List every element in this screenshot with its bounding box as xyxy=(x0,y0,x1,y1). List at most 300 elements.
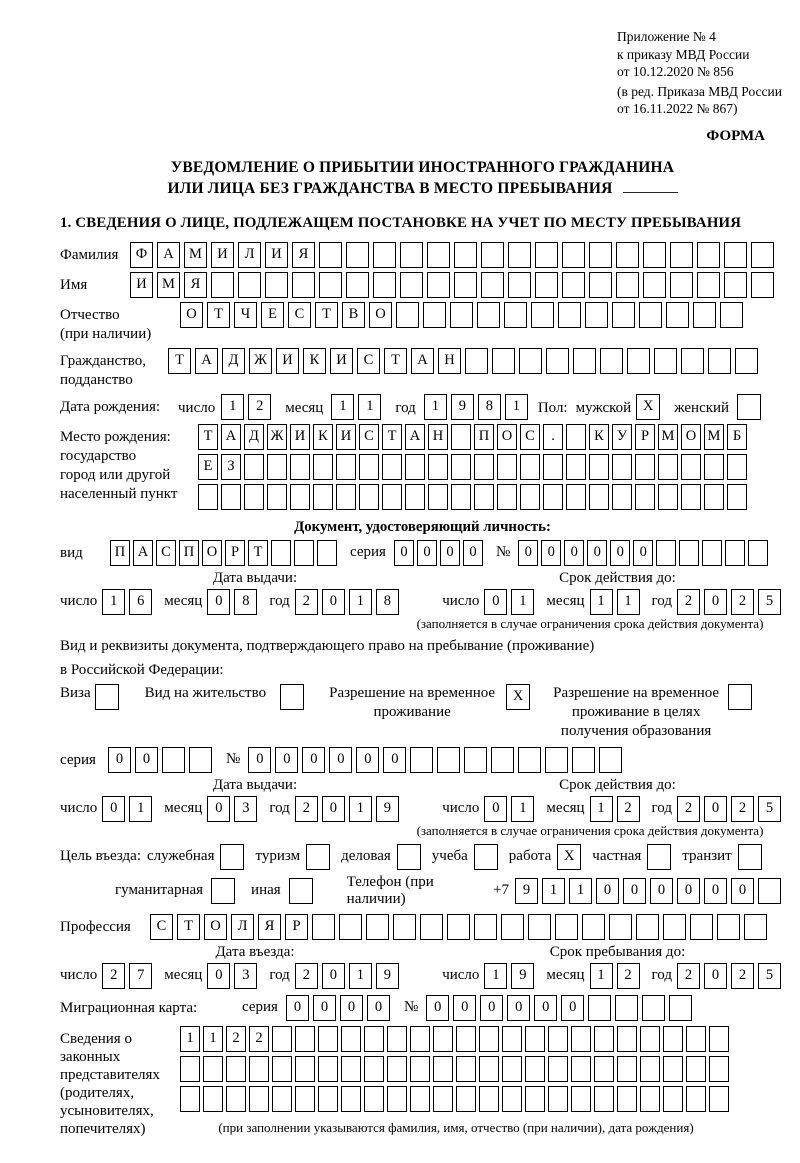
char-cell[interactable] xyxy=(697,272,720,298)
char-cell[interactable]: 1 xyxy=(542,878,565,904)
char-cell[interactable] xyxy=(525,1056,545,1082)
char-cell[interactable]: 0 xyxy=(367,995,390,1021)
char-cell[interactable]: И xyxy=(336,424,356,450)
char-cell[interactable] xyxy=(502,1026,522,1052)
sex-male-checkbox[interactable]: X xyxy=(636,394,660,420)
char-cell[interactable]: 2 xyxy=(731,963,754,989)
char-cell[interactable]: 1 xyxy=(569,878,592,904)
char-cell[interactable] xyxy=(612,302,635,328)
char-cell[interactable] xyxy=(744,914,767,940)
char-cell[interactable] xyxy=(709,1026,729,1052)
char-cell[interactable] xyxy=(474,454,494,480)
char-cell[interactable] xyxy=(267,454,287,480)
char-cell[interactable] xyxy=(336,454,356,480)
char-cell[interactable] xyxy=(180,1056,200,1082)
char-cell[interactable] xyxy=(663,1086,683,1112)
char-cell[interactable]: 0 xyxy=(484,796,507,822)
char-cell[interactable]: Л xyxy=(238,242,261,268)
char-cell[interactable] xyxy=(635,484,655,510)
char-cell[interactable] xyxy=(520,454,540,480)
char-cell[interactable] xyxy=(456,1026,476,1052)
char-cell[interactable]: 7 xyxy=(129,963,152,989)
char-cell[interactable] xyxy=(627,348,650,374)
char-cell[interactable]: 1 xyxy=(358,394,381,420)
char-cell[interactable]: Ч xyxy=(234,302,257,328)
char-cell[interactable]: 2 xyxy=(731,796,754,822)
char-cell[interactable]: 5 xyxy=(758,589,781,615)
char-cell[interactable] xyxy=(735,348,758,374)
char-cell[interactable] xyxy=(226,1056,246,1082)
char-cell[interactable] xyxy=(410,1026,430,1052)
char-cell[interactable]: 0 xyxy=(207,796,230,822)
char-cell[interactable] xyxy=(508,272,531,298)
char-cell[interactable] xyxy=(400,272,423,298)
char-cell[interactable] xyxy=(437,747,460,773)
char-cell[interactable]: 0 xyxy=(394,540,414,566)
char-cell[interactable] xyxy=(313,454,333,480)
char-cell[interactable] xyxy=(373,272,396,298)
char-cell[interactable] xyxy=(555,914,578,940)
char-cell[interactable] xyxy=(709,1086,729,1112)
char-cell[interactable] xyxy=(427,272,450,298)
char-cell[interactable] xyxy=(508,242,531,268)
char-cell[interactable] xyxy=(481,272,504,298)
temp-residence-checkbox[interactable]: X xyxy=(506,684,530,710)
char-cell[interactable]: 0 xyxy=(561,995,584,1021)
char-cell[interactable] xyxy=(265,272,288,298)
char-cell[interactable] xyxy=(681,484,701,510)
char-cell[interactable] xyxy=(272,1056,292,1082)
char-cell[interactable]: 9 xyxy=(376,796,399,822)
char-cell[interactable]: 2 xyxy=(617,963,640,989)
char-cell[interactable] xyxy=(571,1086,591,1112)
char-cell[interactable]: 5 xyxy=(758,796,781,822)
char-cell[interactable] xyxy=(640,1026,660,1052)
char-cell[interactable] xyxy=(387,1026,407,1052)
char-cell[interactable] xyxy=(221,484,241,510)
char-cell[interactable] xyxy=(290,454,310,480)
char-cell[interactable] xyxy=(267,484,287,510)
char-cell[interactable]: 0 xyxy=(207,589,230,615)
char-cell[interactable]: 0 xyxy=(480,995,503,1021)
char-cell[interactable] xyxy=(751,242,774,268)
char-cell[interactable] xyxy=(427,242,450,268)
char-cell[interactable] xyxy=(525,1026,545,1052)
char-cell[interactable]: Ж xyxy=(267,424,287,450)
char-cell[interactable] xyxy=(663,1056,683,1082)
char-cell[interactable] xyxy=(566,454,586,480)
char-cell[interactable]: О xyxy=(202,540,222,566)
char-cell[interactable]: 0 xyxy=(356,747,379,773)
char-cell[interactable]: 0 xyxy=(677,878,700,904)
char-cell[interactable] xyxy=(663,914,686,940)
char-cell[interactable]: А xyxy=(157,242,180,268)
char-cell[interactable] xyxy=(295,1026,315,1052)
char-cell[interactable] xyxy=(244,454,264,480)
char-cell[interactable] xyxy=(686,1026,706,1052)
char-cell[interactable]: М xyxy=(184,242,207,268)
char-cell[interactable] xyxy=(211,272,234,298)
char-cell[interactable]: 9 xyxy=(376,963,399,989)
char-cell[interactable] xyxy=(690,914,713,940)
char-cell[interactable]: 0 xyxy=(383,747,406,773)
char-cell[interactable] xyxy=(617,1026,637,1052)
char-cell[interactable]: 3 xyxy=(234,963,257,989)
char-cell[interactable] xyxy=(697,242,720,268)
char-cell[interactable]: 1 xyxy=(180,1026,200,1052)
char-cell[interactable] xyxy=(582,914,605,940)
char-cell[interactable] xyxy=(382,454,402,480)
char-cell[interactable] xyxy=(599,747,622,773)
char-cell[interactable]: 9 xyxy=(451,394,474,420)
char-cell[interactable]: Е xyxy=(198,454,218,480)
char-cell[interactable] xyxy=(617,1086,637,1112)
char-cell[interactable] xyxy=(704,484,724,510)
char-cell[interactable]: 2 xyxy=(102,963,125,989)
char-cell[interactable] xyxy=(318,1026,338,1052)
char-cell[interactable]: 0 xyxy=(322,796,345,822)
char-cell[interactable]: П xyxy=(179,540,199,566)
char-cell[interactable] xyxy=(313,484,333,510)
char-cell[interactable]: С xyxy=(359,424,379,450)
char-cell[interactable]: 2 xyxy=(677,796,700,822)
char-cell[interactable] xyxy=(198,484,218,510)
char-cell[interactable] xyxy=(640,1086,660,1112)
char-cell[interactable] xyxy=(589,484,609,510)
char-cell[interactable]: П xyxy=(474,424,494,450)
char-cell[interactable]: 0 xyxy=(484,589,507,615)
char-cell[interactable] xyxy=(642,995,665,1021)
char-cell[interactable]: Н xyxy=(438,348,461,374)
char-cell[interactable] xyxy=(639,302,662,328)
char-cell[interactable] xyxy=(546,348,569,374)
char-cell[interactable] xyxy=(666,302,689,328)
char-cell[interactable]: К xyxy=(589,424,609,450)
char-cell[interactable] xyxy=(658,484,678,510)
char-cell[interactable] xyxy=(670,242,693,268)
char-cell[interactable] xyxy=(702,540,722,566)
char-cell[interactable]: 2 xyxy=(226,1026,246,1052)
char-cell[interactable] xyxy=(341,1086,361,1112)
char-cell[interactable] xyxy=(643,242,666,268)
char-cell[interactable]: Е xyxy=(261,302,284,328)
char-cell[interactable] xyxy=(479,1086,499,1112)
char-cell[interactable] xyxy=(456,1086,476,1112)
char-cell[interactable]: 1 xyxy=(590,963,613,989)
char-cell[interactable]: 0 xyxy=(302,747,325,773)
char-cell[interactable] xyxy=(670,272,693,298)
char-cell[interactable] xyxy=(594,1026,614,1052)
char-cell[interactable]: 1 xyxy=(331,394,354,420)
char-cell[interactable] xyxy=(249,1086,269,1112)
char-cell[interactable] xyxy=(571,1026,591,1052)
char-cell[interactable] xyxy=(617,1056,637,1082)
char-cell[interactable]: 0 xyxy=(322,963,345,989)
char-cell[interactable] xyxy=(504,302,527,328)
char-cell[interactable]: С xyxy=(156,540,176,566)
char-cell[interactable] xyxy=(465,348,488,374)
char-cell[interactable]: 8 xyxy=(376,589,399,615)
char-cell[interactable]: 0 xyxy=(322,589,345,615)
char-cell[interactable]: 2 xyxy=(617,796,640,822)
char-cell[interactable] xyxy=(616,242,639,268)
char-cell[interactable] xyxy=(272,1026,292,1052)
char-cell[interactable] xyxy=(616,272,639,298)
char-cell[interactable] xyxy=(341,1056,361,1082)
char-cell[interactable] xyxy=(758,878,781,904)
title-blank-line[interactable] xyxy=(623,179,678,193)
char-cell[interactable] xyxy=(318,1056,338,1082)
char-cell[interactable] xyxy=(364,1056,384,1082)
char-cell[interactable]: С xyxy=(150,914,173,940)
char-cell[interactable] xyxy=(423,302,446,328)
char-cell[interactable]: 0 xyxy=(275,747,298,773)
char-cell[interactable]: 0 xyxy=(704,878,727,904)
char-cell[interactable]: 9 xyxy=(515,878,538,904)
char-cell[interactable] xyxy=(545,747,568,773)
char-cell[interactable] xyxy=(479,1026,499,1052)
char-cell[interactable]: Ж xyxy=(249,348,272,374)
char-cell[interactable] xyxy=(686,1086,706,1112)
purpose-tourism-checkbox[interactable] xyxy=(306,844,330,870)
visa-checkbox[interactable] xyxy=(95,684,119,710)
char-cell[interactable]: 1 xyxy=(484,963,507,989)
purpose-other-checkbox[interactable] xyxy=(289,878,313,904)
char-cell[interactable]: 2 xyxy=(677,963,700,989)
char-cell[interactable] xyxy=(294,540,314,566)
char-cell[interactable] xyxy=(519,348,542,374)
char-cell[interactable] xyxy=(669,995,692,1021)
char-cell[interactable] xyxy=(589,242,612,268)
char-cell[interactable]: 8 xyxy=(234,589,257,615)
char-cell[interactable]: О xyxy=(180,302,203,328)
char-cell[interactable] xyxy=(572,747,595,773)
residence-permit-checkbox[interactable] xyxy=(280,684,304,710)
char-cell[interactable] xyxy=(405,484,425,510)
char-cell[interactable] xyxy=(491,747,514,773)
char-cell[interactable]: А xyxy=(133,540,153,566)
char-cell[interactable]: А xyxy=(221,424,241,450)
char-cell[interactable] xyxy=(720,302,743,328)
char-cell[interactable]: Т xyxy=(168,348,191,374)
char-cell[interactable]: Я xyxy=(258,914,281,940)
char-cell[interactable]: 0 xyxy=(704,589,727,615)
sex-female-checkbox[interactable] xyxy=(737,394,761,420)
char-cell[interactable] xyxy=(464,747,487,773)
char-cell[interactable] xyxy=(724,272,747,298)
char-cell[interactable]: 1 xyxy=(129,796,152,822)
char-cell[interactable]: 1 xyxy=(590,589,613,615)
char-cell[interactable]: 0 xyxy=(426,995,449,1021)
char-cell[interactable]: 0 xyxy=(102,796,125,822)
char-cell[interactable]: 0 xyxy=(313,995,336,1021)
char-cell[interactable]: 0 xyxy=(440,540,460,566)
char-cell[interactable]: Р xyxy=(635,424,655,450)
char-cell[interactable]: 0 xyxy=(463,540,483,566)
char-cell[interactable]: 2 xyxy=(295,963,318,989)
char-cell[interactable] xyxy=(271,540,291,566)
char-cell[interactable] xyxy=(594,1056,614,1082)
purpose-study-checkbox[interactable] xyxy=(474,844,498,870)
char-cell[interactable] xyxy=(654,348,677,374)
char-cell[interactable]: Т xyxy=(384,348,407,374)
purpose-humanitarian-checkbox[interactable] xyxy=(211,878,235,904)
char-cell[interactable] xyxy=(525,1086,545,1112)
char-cell[interactable]: . xyxy=(543,424,563,450)
char-cell[interactable] xyxy=(341,1026,361,1052)
char-cell[interactable] xyxy=(319,272,342,298)
char-cell[interactable]: 0 xyxy=(564,540,584,566)
char-cell[interactable]: 0 xyxy=(518,540,538,566)
char-cell[interactable] xyxy=(162,747,185,773)
char-cell[interactable]: 0 xyxy=(704,963,727,989)
char-cell[interactable]: 9 xyxy=(511,963,534,989)
char-cell[interactable]: 0 xyxy=(340,995,363,1021)
char-cell[interactable] xyxy=(450,302,473,328)
char-cell[interactable] xyxy=(643,272,666,298)
char-cell[interactable] xyxy=(180,1086,200,1112)
char-cell[interactable] xyxy=(477,302,500,328)
char-cell[interactable] xyxy=(535,272,558,298)
char-cell[interactable] xyxy=(535,242,558,268)
char-cell[interactable] xyxy=(387,1056,407,1082)
char-cell[interactable] xyxy=(548,1056,568,1082)
char-cell[interactable]: 1 xyxy=(511,589,534,615)
char-cell[interactable] xyxy=(272,1086,292,1112)
char-cell[interactable] xyxy=(336,484,356,510)
char-cell[interactable]: 0 xyxy=(329,747,352,773)
char-cell[interactable] xyxy=(724,242,747,268)
char-cell[interactable] xyxy=(317,540,337,566)
char-cell[interactable] xyxy=(531,302,554,328)
char-cell[interactable] xyxy=(708,348,731,374)
char-cell[interactable]: 0 xyxy=(534,995,557,1021)
char-cell[interactable] xyxy=(456,1056,476,1082)
char-cell[interactable]: 1 xyxy=(203,1026,223,1052)
char-cell[interactable] xyxy=(548,1086,568,1112)
char-cell[interactable]: Т xyxy=(177,914,200,940)
char-cell[interactable] xyxy=(312,914,335,940)
char-cell[interactable]: Р xyxy=(285,914,308,940)
char-cell[interactable] xyxy=(203,1086,223,1112)
char-cell[interactable] xyxy=(410,1086,430,1112)
char-cell[interactable]: О xyxy=(497,424,517,450)
char-cell[interactable] xyxy=(663,1026,683,1052)
char-cell[interactable] xyxy=(433,1056,453,1082)
char-cell[interactable] xyxy=(658,454,678,480)
char-cell[interactable]: 0 xyxy=(207,963,230,989)
char-cell[interactable]: 1 xyxy=(511,796,534,822)
char-cell[interactable] xyxy=(451,424,471,450)
char-cell[interactable] xyxy=(679,540,699,566)
char-cell[interactable] xyxy=(502,1086,522,1112)
char-cell[interactable] xyxy=(686,1056,706,1082)
char-cell[interactable]: 0 xyxy=(731,878,754,904)
char-cell[interactable] xyxy=(635,454,655,480)
char-cell[interactable]: Д xyxy=(244,424,264,450)
char-cell[interactable] xyxy=(725,540,745,566)
char-cell[interactable] xyxy=(497,484,517,510)
char-cell[interactable]: К xyxy=(313,424,333,450)
char-cell[interactable] xyxy=(609,914,632,940)
char-cell[interactable]: 2 xyxy=(731,589,754,615)
char-cell[interactable] xyxy=(520,484,540,510)
char-cell[interactable]: 2 xyxy=(295,796,318,822)
char-cell[interactable] xyxy=(600,348,623,374)
char-cell[interactable]: С xyxy=(357,348,380,374)
char-cell[interactable] xyxy=(433,1026,453,1052)
char-cell[interactable] xyxy=(589,272,612,298)
char-cell[interactable] xyxy=(562,242,585,268)
char-cell[interactable]: И xyxy=(290,424,310,450)
char-cell[interactable]: И xyxy=(276,348,299,374)
char-cell[interactable]: 0 xyxy=(596,878,619,904)
char-cell[interactable]: 0 xyxy=(417,540,437,566)
char-cell[interactable] xyxy=(292,272,315,298)
char-cell[interactable]: 6 xyxy=(129,589,152,615)
char-cell[interactable]: В xyxy=(342,302,365,328)
char-cell[interactable] xyxy=(451,484,471,510)
char-cell[interactable]: 1 xyxy=(221,394,244,420)
char-cell[interactable] xyxy=(474,914,497,940)
char-cell[interactable]: К xyxy=(303,348,326,374)
char-cell[interactable]: И xyxy=(265,242,288,268)
char-cell[interactable]: З xyxy=(221,454,241,480)
char-cell[interactable]: 1 xyxy=(505,394,528,420)
char-cell[interactable] xyxy=(656,540,676,566)
char-cell[interactable]: 5 xyxy=(758,963,781,989)
char-cell[interactable]: 1 xyxy=(349,589,372,615)
char-cell[interactable]: 0 xyxy=(623,878,646,904)
char-cell[interactable] xyxy=(594,1086,614,1112)
char-cell[interactable] xyxy=(433,1086,453,1112)
char-cell[interactable] xyxy=(189,747,212,773)
char-cell[interactable]: Р xyxy=(225,540,245,566)
char-cell[interactable]: 1 xyxy=(590,796,613,822)
char-cell[interactable] xyxy=(318,1086,338,1112)
char-cell[interactable] xyxy=(454,242,477,268)
char-cell[interactable] xyxy=(548,1026,568,1052)
char-cell[interactable]: 0 xyxy=(610,540,630,566)
char-cell[interactable]: 1 xyxy=(617,589,640,615)
char-cell[interactable]: 1 xyxy=(349,963,372,989)
char-cell[interactable] xyxy=(319,242,342,268)
char-cell[interactable]: О xyxy=(369,302,392,328)
char-cell[interactable]: М xyxy=(157,272,180,298)
char-cell[interactable] xyxy=(612,454,632,480)
char-cell[interactable] xyxy=(636,914,659,940)
char-cell[interactable] xyxy=(396,302,419,328)
char-cell[interactable] xyxy=(481,242,504,268)
char-cell[interactable]: Ф xyxy=(130,242,153,268)
char-cell[interactable] xyxy=(589,454,609,480)
char-cell[interactable] xyxy=(571,1056,591,1082)
char-cell[interactable] xyxy=(704,454,724,480)
char-cell[interactable] xyxy=(543,454,563,480)
char-cell[interactable]: 2 xyxy=(677,589,700,615)
char-cell[interactable]: О xyxy=(681,424,701,450)
char-cell[interactable] xyxy=(727,454,747,480)
char-cell[interactable]: М xyxy=(704,424,724,450)
char-cell[interactable] xyxy=(615,995,638,1021)
char-cell[interactable] xyxy=(585,302,608,328)
char-cell[interactable]: А xyxy=(411,348,434,374)
char-cell[interactable]: Л xyxy=(231,914,254,940)
char-cell[interactable]: 1 xyxy=(424,394,447,420)
char-cell[interactable] xyxy=(479,1056,499,1082)
char-cell[interactable]: Я xyxy=(184,272,207,298)
char-cell[interactable] xyxy=(474,484,494,510)
